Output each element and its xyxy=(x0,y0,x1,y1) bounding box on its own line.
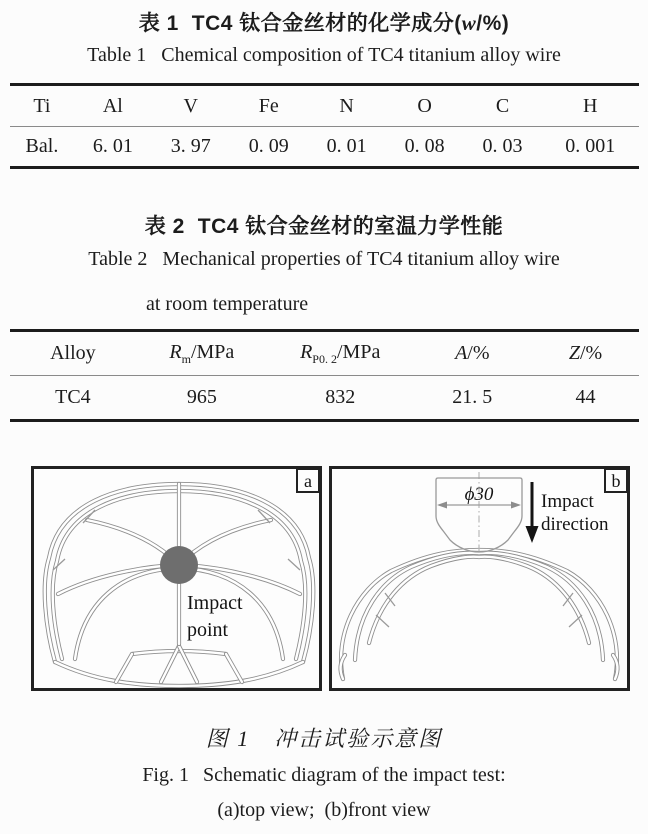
table1-cell-fe: 0. 09 xyxy=(248,135,289,157)
figure1-panel-a xyxy=(31,466,322,691)
table1-zh-suffix: /%) xyxy=(476,12,510,35)
table1-col-h: H xyxy=(542,86,640,127)
panel-a-label: a xyxy=(304,471,312,491)
table1-zh-label: 表 1 xyxy=(138,12,179,35)
table2-col-z-unit: /% xyxy=(579,342,603,364)
table1-col-ti: Ti xyxy=(10,86,74,127)
table2-title-en-line1 xyxy=(0,248,648,271)
table1-col-c: C xyxy=(464,86,542,127)
impact-test-top-view-drawing xyxy=(31,466,322,691)
table2-col-rp02-sub: P0. 2 xyxy=(312,351,337,366)
impact-point-label-line1: Impact xyxy=(187,592,243,614)
impact-point-label-line2: point xyxy=(187,619,229,641)
table1-en-text: Chemical composition of TC4 titanium alloy wire xyxy=(161,44,561,66)
table2 xyxy=(10,329,639,422)
impactor-diameter-label: ϕ30 xyxy=(464,484,494,505)
table2-col-rm-symbol: R xyxy=(169,340,182,363)
table1-cell-c: 0. 03 xyxy=(482,135,523,157)
table1-header-row xyxy=(10,86,639,127)
impact-point-marker xyxy=(160,546,198,584)
panel-b-label: b xyxy=(611,471,621,491)
dimension-arrowhead-left xyxy=(437,502,447,509)
figure1-caption-en-text: Schematic diagram of the impact test: xyxy=(203,764,506,786)
dimension-arrowhead-right xyxy=(511,502,521,509)
table2-col-rm-sub: m xyxy=(181,351,191,366)
table2-cell-alloy: TC4 xyxy=(55,386,91,408)
table1-cell-v: 3. 97 xyxy=(170,135,211,157)
table2-cell-rp02: 832 xyxy=(325,386,356,408)
table1-title-en xyxy=(0,44,648,67)
table2-col-alloy xyxy=(10,332,136,376)
table1-cell-al: 6. 01 xyxy=(92,135,133,157)
table1-col-n: N xyxy=(308,86,386,127)
table2-data-row xyxy=(10,376,639,420)
table2-en-text: Mechanical properties of TC4 titanium alloy wire xyxy=(162,248,560,270)
figure1-caption-sub: (a)top view; (b)front view xyxy=(217,799,431,821)
figure1-caption-zh: 图 1 冲击试验示意图 xyxy=(205,726,443,751)
table1-en-label: Table 1 xyxy=(87,44,147,66)
table2-cell-rm: 965 xyxy=(186,386,217,408)
table2-col-rp02-symbol: R xyxy=(300,340,313,363)
table2-col-z xyxy=(532,332,639,376)
table1-cell-ti: Bal. xyxy=(25,135,59,157)
table2-col-a-unit: /% xyxy=(467,342,490,364)
table1-zh-text: TC4 钛合金丝材的化学成分( xyxy=(191,12,462,35)
table2-col-a xyxy=(413,332,533,376)
table2-title-en-line2: at room temperature xyxy=(146,293,309,315)
table1-col-al: Al xyxy=(74,86,152,127)
table1-col-v: V xyxy=(152,86,230,127)
table2-cell-a: 21. 5 xyxy=(452,386,493,408)
impact-direction-arrowhead xyxy=(526,526,539,543)
table2-title-zh xyxy=(0,210,648,240)
table1-title-zh xyxy=(0,7,648,37)
figure1-caption-en-label: Fig. 1 xyxy=(142,764,189,786)
table1-col-fe: Fe xyxy=(230,86,308,127)
table2-zh-label: 表 2 xyxy=(144,215,185,238)
table2-col-rp02-unit: /MPa xyxy=(336,340,381,363)
table2-col-rm xyxy=(136,332,268,376)
table2-col-alloy-text: Alloy xyxy=(50,342,96,364)
table1-cell-o: 0. 08 xyxy=(404,135,445,157)
table2-col-rp02 xyxy=(268,332,413,376)
table2-en-label: Table 2 xyxy=(88,248,148,270)
table2-col-rm-unit: /MPa xyxy=(190,340,235,363)
table1-col-o: O xyxy=(386,86,464,127)
impact-direction-label-line2: direction xyxy=(541,514,609,535)
figure1-panel-b xyxy=(329,466,630,691)
figure1-caption-en xyxy=(0,764,648,787)
table1 xyxy=(10,83,639,169)
table1-cell-n: 0. 01 xyxy=(326,135,367,157)
rim-brace-right xyxy=(288,559,300,570)
table2-zh-text: TC4 钛合金丝材的室温力学性能 xyxy=(197,215,504,238)
table1-cell-h: 0. 001 xyxy=(565,135,616,157)
impact-direction-label-line1: Impact xyxy=(541,491,594,512)
table2-cell-z: 44 xyxy=(575,386,596,408)
table1-zh-symbol-w: w xyxy=(461,11,477,35)
table2-col-a-symbol: A xyxy=(455,342,468,364)
table1-data-row xyxy=(10,127,639,167)
table2-header-row xyxy=(10,332,639,376)
impact-test-front-view-drawing xyxy=(329,466,630,691)
table2-col-z-symbol: Z xyxy=(568,342,580,364)
